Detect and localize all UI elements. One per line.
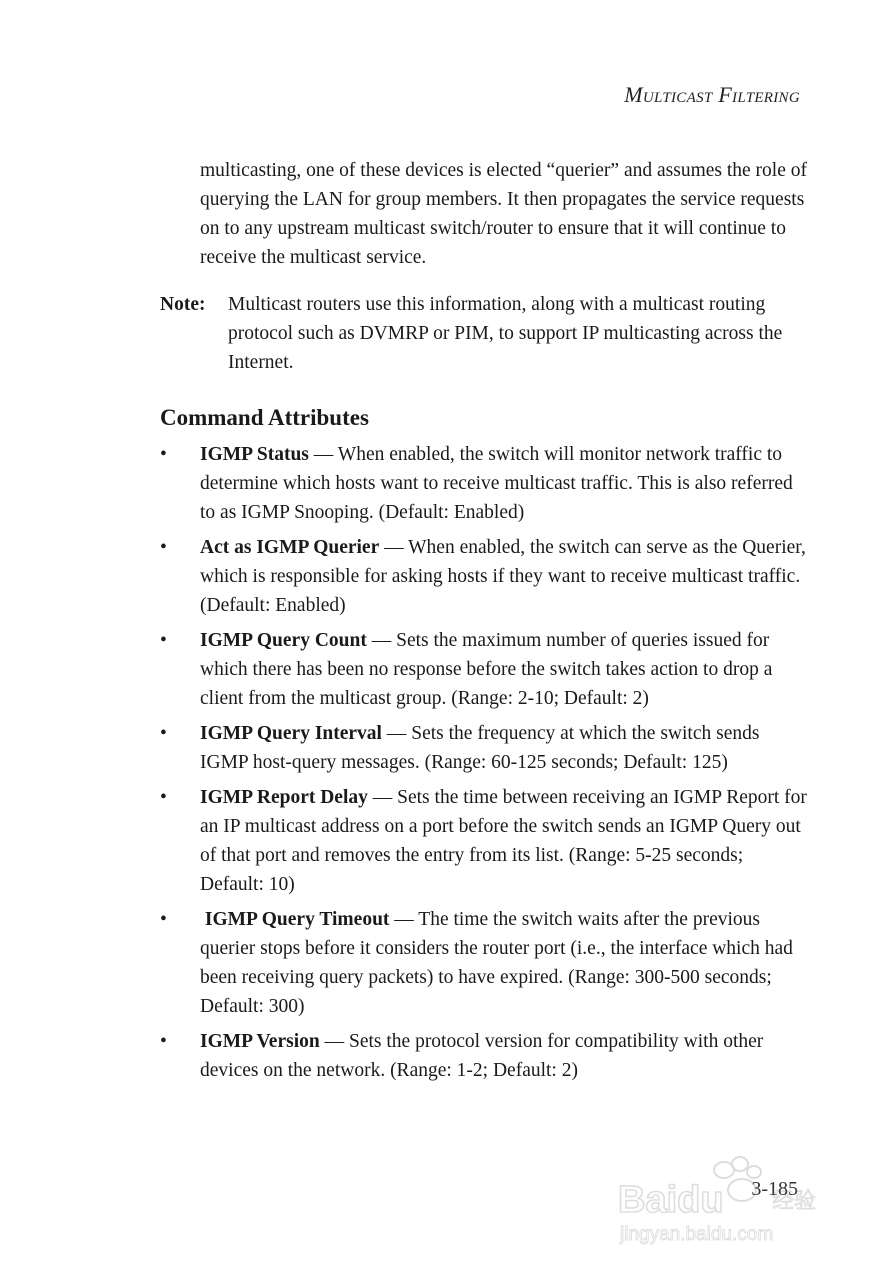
attribute-name: Act as IGMP Querier xyxy=(200,537,380,558)
list-item xyxy=(160,719,810,777)
watermark-url: jingyan.baidu.com xyxy=(620,1224,774,1245)
bullet-icon: • xyxy=(160,1031,167,1052)
list-item xyxy=(160,440,810,527)
bullet-icon: • xyxy=(160,909,167,930)
list-item xyxy=(160,783,810,899)
attribute-description: — The time the switch waits after the previous querier stops before it considers the router port (i.e., the interface which had been receiving query packets) to have expired. (Range: 300-500 seconds; Default: 300) xyxy=(200,909,793,1017)
bullet-icon: • xyxy=(160,787,167,808)
attribute-name: IGMP Status xyxy=(200,444,309,465)
attribute-description: — Sets the maximum number of queries issued for which there has been no response before the switch takes action to drop a client from the multicast group. (Range: 2-10; Default: 2) xyxy=(200,630,773,709)
attribute-description: — Sets the frequency at which the switch sends IGMP host-query messages. (Range: 60-125 seconds; Default: 125) xyxy=(200,723,760,773)
list-item xyxy=(160,626,810,713)
attribute-name: IGMP Query Interval xyxy=(200,723,382,744)
attribute-description: — Sets the protocol version for compatibility with other devices on the network. (Range: 1-2; Default: 2) xyxy=(200,1031,764,1081)
attribute-description: — Sets the time between receiving an IGMP Report for an IP multicast address on a port before the switch sends an IGMP Query out of that port and removes the entry from its list. (Range: 5-25 seconds; Default: 10) xyxy=(200,787,807,895)
list-item xyxy=(160,1027,810,1085)
attribute-name: IGMP Report Delay xyxy=(200,787,368,808)
note-block xyxy=(160,290,810,377)
page-number: 3-185 xyxy=(751,1178,798,1200)
note-text: Multicast routers use this information, along with a multicast routing protocol such as DVMRP or PIM, to support IP multicasting across the Internet. xyxy=(228,294,783,373)
attribute-name: IGMP Version xyxy=(200,1031,320,1052)
attribute-name: IGMP Query Timeout xyxy=(200,909,390,930)
bullet-icon: • xyxy=(160,537,167,558)
list-item xyxy=(160,905,810,1021)
attribute-name: IGMP Query Count xyxy=(200,630,367,651)
note-label: Note: xyxy=(160,294,206,315)
baidu-watermark-logo xyxy=(612,1150,837,1250)
watermark-cn-label: 经验 xyxy=(772,1189,817,1214)
list-item xyxy=(160,533,810,620)
section-heading: Command Attributes xyxy=(160,405,369,430)
bullet-icon: • xyxy=(160,444,167,465)
attribute-description: — When enabled, the switch can serve as the Querier, which is responsible for asking hosts if they want to receive multicast traffic. (Default: Enabled) xyxy=(200,537,806,616)
bullet-icon: • xyxy=(160,723,167,744)
running-header: Multicast Filtering xyxy=(624,82,800,107)
intro-paragraph: multicasting, one of these devices is elected “querier” and assumes the role of querying the LAN for group members. It then propagates the service requests on to any upstream multicast switch/router to ensure that it will continue to receive the multicast service. xyxy=(200,160,807,268)
watermark-brand: Baidu xyxy=(618,1179,724,1221)
attribute-description: — When enabled, the switch will monitor network traffic to determine which hosts want to receive multicast traffic. This is also referred to as IGMP Snooping. (Default: Enabled) xyxy=(200,444,793,523)
attribute-list xyxy=(160,440,810,1091)
bullet-icon: • xyxy=(160,630,167,651)
